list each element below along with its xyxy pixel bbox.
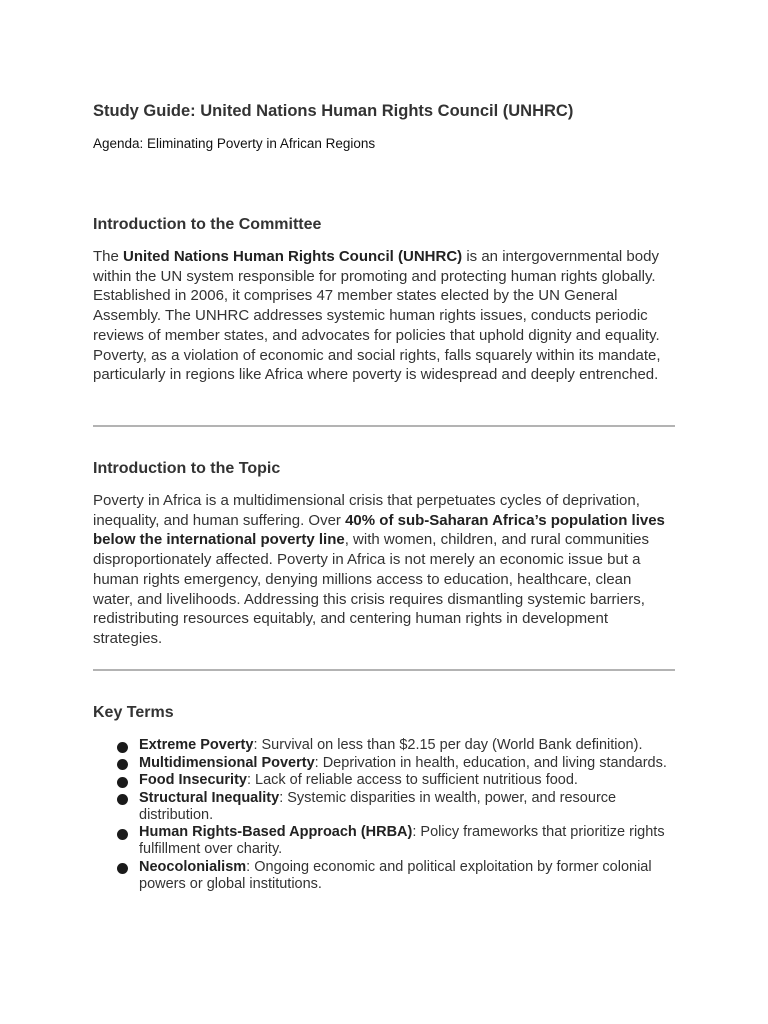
bullet-icon [117,794,128,805]
term-definition: : Ongoing economic and political exploitation by former colonial powers or global institutions. [139,858,652,892]
topic-heading: Introduction to the Topic [93,460,281,477]
list-item [93,790,683,824]
bullet-icon [117,829,128,840]
topic-para-start: Poverty in Africa is a multidimensional crisis that perpetuates cycles of deprivation, inequality, and human suffering. Over [93,492,640,529]
term-name: Neocolonialism [139,858,247,875]
page-title: Study Guide: United Nations Human Rights Council (UNHRC) [93,102,574,120]
list-item [93,737,683,754]
term-definition: : Policy frameworks that prioritize rights fulfillment over charity. [139,824,665,857]
term-definition: : Systemic disparities in wealth, power, and resource distribution. [139,789,617,823]
committee-paragraph [93,247,673,385]
term-definition: : Survival on less than $2.15 per day (World Bank definition). [253,737,643,753]
term-name: Food Insecurity [139,772,247,788]
bullet-icon [117,863,128,874]
section-divider [93,669,675,671]
committee-heading: Introduction to the Committee [93,216,322,233]
term-name: Multidimensional Poverty [139,754,315,771]
topic-paragraph [93,491,673,649]
committee-para-bold: United Nations Human Rights Council (UNHRC) [123,248,463,265]
key-terms-list [93,737,683,893]
committee-para-intro: The [93,248,124,265]
section-divider [93,425,675,427]
key-terms-heading: Key Terms [93,704,174,721]
list-item [93,824,683,858]
bullet-icon [117,777,128,788]
topic-para-bold: 40% of sub-Saharan Africa’s population lives below the international poverty line [93,511,665,549]
term-name: Structural Inequality [139,789,280,806]
bullet-icon [117,742,128,753]
agenda-line: Agenda: Eliminating Poverty in African Regions [93,136,376,151]
committee-para-rest: is an intergovernmental body within the UN system responsible for promoting and protecting human rights globally. Established in 2006, it comprises 47 member states elected by the UN General Assembly. The UNHRC addresses systemic human rights issues, conducts periodic reviews of member states, and advocates for policies that uphold dignity and equality. Poverty, as a violation of economic and social rights, falls squarely within its mandate, particularly in regions like Africa where poverty is widespread and deeply entrenched. [93,248,661,384]
term-name: Extreme Poverty [139,737,254,753]
bullet-icon [117,759,128,770]
term-definition: : Deprivation in health, education, and living standards. [314,754,667,771]
list-item [93,859,683,893]
term-definition: : Lack of reliable access to sufficient nutritious food. [246,772,578,788]
list-item [93,755,683,772]
topic-para-rest: , with women, children, and rural communities disproportionately affected. Poverty in Africa is not merely an economic issue but a human rights emergency, denying millions access to education, healthcare, clean water, and livelihoods. Addressing this crisis requires dismantling systemic barriers, redistributing resources equitably, and centering human rights in development strategies. [93,531,650,647]
list-item [93,772,683,789]
term-name: Human Rights-Based Approach (HRBA) [139,824,413,840]
